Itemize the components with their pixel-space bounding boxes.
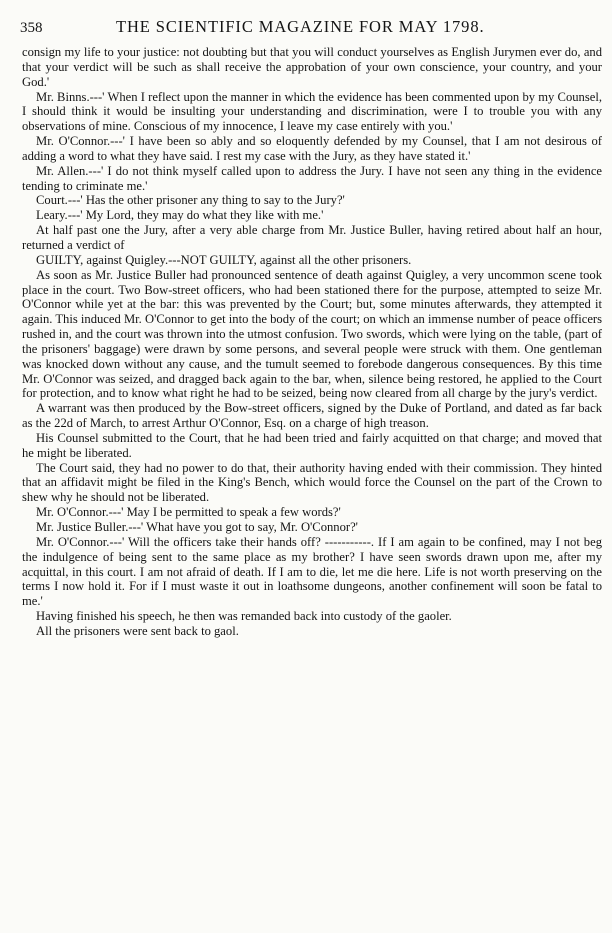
- paragraph: As soon as Mr. Justice Buller had pronounced sentence of death against Quigley, a very uncommon scene took place in the court. Two Bow-street officers, who had been stationed there for the purpose, attempted to seize Mr. O'Connor while yet at the bar: this was prevented by the Court; but, some minutes afterwards, they attempted it again. This induced Mr. O'Connor to get into the body of the court; on which an immense number of peace officers rushed in, and the court was thrown into the utmost confusion. Two swords, which were lying on the table, (part of the prisoners' baggage) were drawn by some persons, and several people were struck with them. One gentleman was knocked down without any cause, and the tumult seemed to forebode dangerous consequences. By this time Mr. O'Connor was seized, and dragged back again to the bar, when, silence being restored, he applied to the Court for protection, and to know what right he had to be seized, being now cleared from all charge by the jury's verdict.: [22, 267, 606, 401]
- paragraph: The Court said, they had no power to do that, their authority having ended with their commission. They hinted that an affidavit might be filed in the King's Bench, which would force the Counsel on the part of the Crown to shew why he should not be liberated.: [22, 460, 606, 505]
- paragraph: Having finished his speech, he then was remanded back into custody of the gaoler.: [36, 609, 452, 624]
- paragraph: Mr. Allen.---' I do not think myself called upon to address the Jury. I have not seen any thing in the evidence tending to criminate me.': [22, 163, 606, 193]
- paragraph: A warrant was then produced by the Bow-street officers, signed by the Duke of Portland, and dated as far back as the 22d of March, to arrest Arthur O'Connor, Esq. on a charge of high treason.: [22, 401, 606, 431]
- paragraph: His Counsel submitted to the Court, that he had been tried and fairly acquitted on that charge; and moved that he might be liberated.: [22, 430, 606, 460]
- paragraph: Mr. Binns.---' When I reflect upon the manner in which the evidence has been commented upon by my Counsel, I should think it would be insulting your understanding and discrimination, were I to trouble you with any observations of mine. Conscious of my innocence, I leave my case entirely with you.': [22, 89, 606, 134]
- paragraph: All the prisoners were sent back to gaol.: [36, 623, 239, 638]
- paragraph: Mr. O'Connor.---' May I be permitted to speak a few words?': [36, 505, 341, 520]
- page-number: 358: [20, 20, 43, 36]
- article-body: [22, 45, 606, 639]
- paragraph: Mr. O'Connor.---' I have been so ably and so eloquently defended by my Counsel, that I am not desirous of adding a word to what they have said. I rest my case with the Jury, as they have stated it.': [22, 134, 606, 163]
- paragraph: Court.---' Has the other prisoner any thing to say to the Jury?': [36, 193, 345, 208]
- paragraph: Mr. Justice Buller.---' What have you got to say, Mr. O'Connor?': [36, 520, 358, 534]
- paragraph: At half past one the Jury, after a very able charge from Mr. Justice Buller, having retired about half an hour, returned a verdict of: [22, 223, 606, 252]
- paragraph: consign my life to your justice: not doubting but that you will conduct yourselves as English Jurymen ever do, and that your verdict will be such as shall receive the approbation of your own conscience, your country, and your God.': [22, 45, 606, 89]
- paragraph: Leary.---' My Lord, they may do what they like with me.': [36, 208, 324, 223]
- paragraph: Mr. O'Connor.---' Will the officers take their hands off? -----------. If I am again to be confined, may I not beg the indulgence of being sent to the same place as my brother? I have seen swords drawn upon me, after my acquittal, in this court. I am not afraid of death. If I am to die, let me die here. Life is not worth preserving on the terms I now hold it. For if I must waste it out in loathsome dungeons, another confinement will soon be fatal to me.': [22, 534, 606, 609]
- verdict-paragraph: GUILTY, against Quigley.---NOT GUILTY, against all the other prisoners.: [36, 252, 412, 267]
- running-title: THE SCIENTIFIC MAGAZINE FOR MAY 1798.: [116, 17, 485, 36]
- page-header: [20, 17, 600, 43]
